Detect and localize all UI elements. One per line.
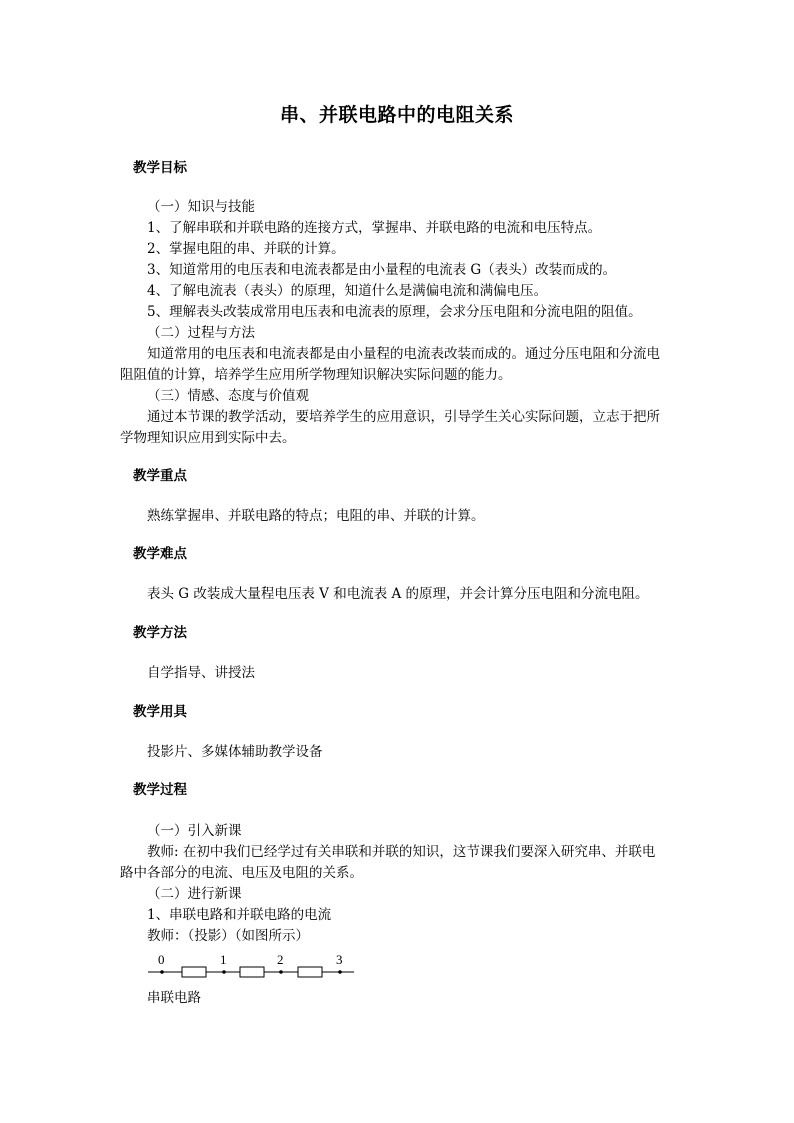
- node-label-0: 0: [158, 952, 165, 967]
- goals-item-2: 2、掌握电阻的串、并联的计算。: [147, 241, 345, 257]
- heading-tools: 教学用具: [133, 704, 187, 720]
- process-intro-line-1: 教师: 在初中我们已经学过有关串联和并联的知识，这节课我们要深入研究串、并联电: [147, 844, 656, 860]
- goals-item-4: 4、了解电流表（表头）的原理，知道什么是满偏电流和满偏电压。: [147, 283, 548, 299]
- goals-item-5: 5、理解表头改装成常用电压表和电流表的原理，会求分压电阻和分流电阻的阻值。: [147, 304, 642, 320]
- node-2: [279, 970, 283, 974]
- heading-methods: 教学方法: [133, 625, 187, 641]
- heading-key-points: 教学重点: [133, 468, 187, 484]
- goals-emotion-line-2: 学物理知识应用到实际中去。: [120, 430, 296, 446]
- node-1: [222, 970, 226, 974]
- series-circuit-diagram: [148, 952, 358, 980]
- heading-difficulties: 教学难点: [133, 546, 187, 562]
- goals-item-3: 3、知道常用的电压表和电流表都是由小量程的电流表 G（表头）改装而成的。: [147, 262, 617, 278]
- difficulties-text: 表头 G 改装成大量程电压表 V 和电流表 A 的原理，并会计算分压电阻和分流电阻。: [147, 586, 649, 602]
- key-points-text: 熟练掌握串、并联电路的特点；电阻的串、并联的计算。: [147, 508, 485, 524]
- circuit-caption: 串联电路: [147, 990, 201, 1006]
- resistor-3: [298, 967, 322, 977]
- process-teacher: 教师：（投影）（如图所示）: [147, 928, 309, 944]
- goals-sub-knowledge: （一）知识与技能: [147, 199, 255, 215]
- goals-item-1: 1、了解串联和并联电路的连接方式，掌握串、并联电路的电流和电压特点。: [147, 220, 602, 236]
- resistor-2: [240, 967, 264, 977]
- methods-text: 自学指导、讲授法: [147, 665, 255, 681]
- page-title: 串、并联电路中的电阻关系: [279, 104, 514, 126]
- node-label-2: 2: [277, 952, 284, 967]
- goals-method-line-1: 知道常用的电压表和电流表都是由小量程的电流表改装而成的。通过分压电阻和分流电: [147, 346, 660, 362]
- heading-process: 教学过程: [133, 782, 187, 798]
- heading-goals: 教学目标: [133, 160, 187, 176]
- tools-text: 投影片、多媒体辅助教学设备: [147, 744, 323, 760]
- goals-method-line-2: 阻阻值的计算，培养学生应用所学物理知识解决实际问题的能力。: [120, 367, 512, 383]
- process-sub-new: （二）进行新课: [147, 886, 242, 902]
- process-sub-intro: （一）引入新课: [147, 823, 242, 839]
- goals-emotion-line-1: 通过本节课的教学活动，要培养学生的应用意识，引导学生关心实际问题，立志于把所: [147, 409, 660, 425]
- node-label-3: 3: [336, 952, 343, 967]
- resistor-1: [182, 967, 206, 977]
- goals-sub-emotion: （三）情感、态度与价值观: [147, 388, 309, 404]
- goals-sub-process: （二）过程与方法: [147, 325, 255, 341]
- node-0: [160, 970, 164, 974]
- node-3: [338, 970, 342, 974]
- process-intro-line-2: 路中各部分的电流、电压及电阻的关系。: [120, 865, 363, 881]
- process-item-1: 1、串联电路和并联电路的电流: [147, 907, 332, 923]
- node-label-1: 1: [220, 952, 227, 967]
